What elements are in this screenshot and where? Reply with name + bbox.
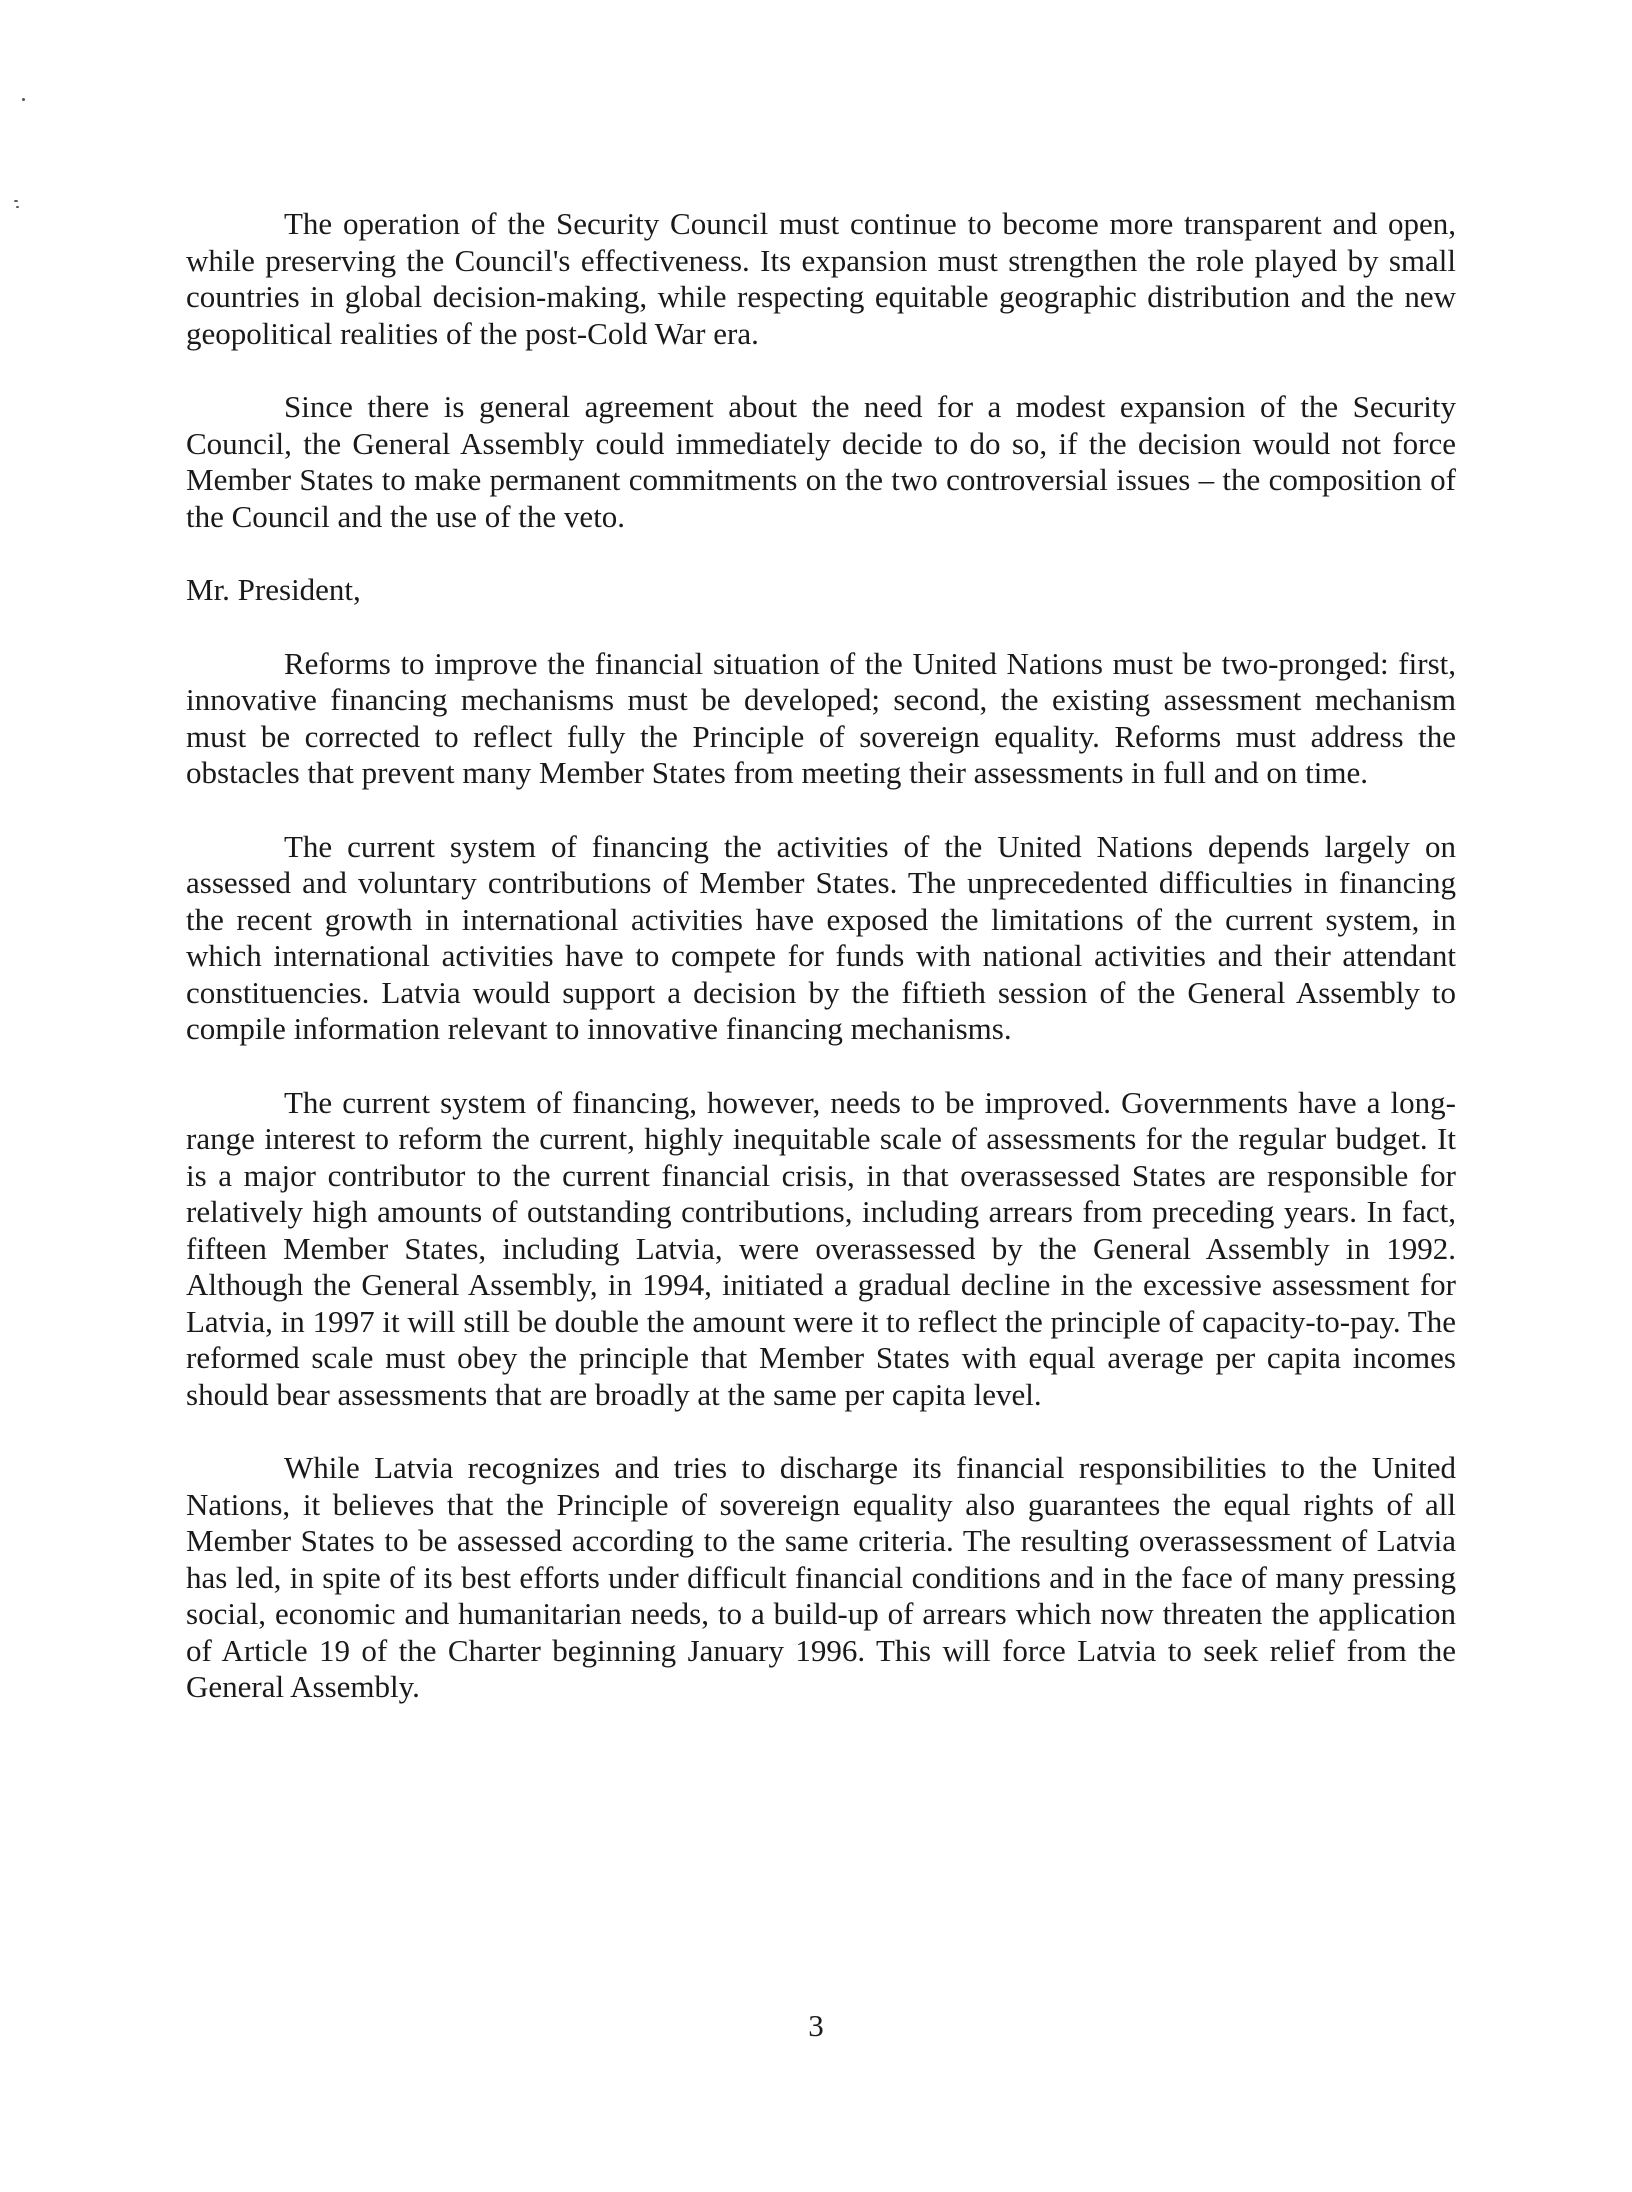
paragraph-security-council-transparency: The operation of the Security Council must continue to become more transparent and open, while preserving the Council's effectiveness. Its expansion must strengthen the role played by small countries in global decision-making, while respecting equitable geographic distribution and the new geopolitical realities of the post-Cold War era. xyxy=(186,206,1456,351)
document-body xyxy=(186,206,1456,1743)
paragraph-latvia-arrears: While Latvia recognizes and tries to discharge its financial responsibilities to the United Nations, it believes that the Principle of sovereign equality also guarantees the equal rights of all Member States to be assessed according to the same criteria. The resulting overassessment of Latvia has led, in spite of its best efforts under difficult financial conditions and in the face of many pressing social, economic and humanitarian needs, to a build-up of arrears which now threaten the application of Article 19 of the Charter beginning January 1996. This will force Latvia to seek relief from the General Assembly. xyxy=(186,1450,1456,1704)
paragraph-financial-reforms: Reforms to improve the financial situation of the United Nations must be two-pronged: first, innovative financing mechanisms must be developed; second, the existing assessment mechanism must be corrected to reflect fully the Principle of sovereign equality. Reforms must address the obstacles that prevent many Member States from meeting their assessments in full and on time. xyxy=(186,645,1456,790)
page-number: 3 xyxy=(808,2008,824,2043)
paragraph-scale-of-assessments: The current system of financing, however, needs to be improved. Governments have a long-range interest to reform the current, highly inequitable scale of assessments for the regular budget. It is a major contributor to the current financial crisis, in that overassessed States are responsible for relatively high amounts of outstanding contributions, including arrears from preceding years. In fact, fifteen Member States, including Latvia, were overassessed by the General Assembly in 1992. Although the General Assembly, in 1994, initiated a gradual decline in the excessive assessment for Latvia, in 1997 it will still be double the amount were it to reflect the principle of capacity-to-pay. The reformed scale must obey the principle that Member States with equal average per capita incomes should bear assessments that are broadly at the same per capita level. xyxy=(186,1084,1456,1412)
paragraph-current-financing-system: The current system of financing the activities of the United Nations depends largely on assessed and voluntary contributions of Member States. The unprecedented difficulties in financing the recent growth in international activities have exposed the limitations of the current system, in which international activities have to compete for funds with national activities and their attendant constituencies. Latvia would support a decision by the fiftieth session of the General Assembly to compile information relevant to innovative financing mechanisms. xyxy=(186,828,1456,1046)
scan-speck xyxy=(22,98,25,101)
scan-speck xyxy=(16,206,19,208)
scan-speck xyxy=(14,200,18,202)
salutation: Mr. President, xyxy=(186,572,361,607)
paragraph-security-council-expansion: Since there is general agreement about the need for a modest expansion of the Security Council, the General Assembly could immediately decide to do so, if the decision would not force Member States to make permanent commitments on the two controversial issues – the composition of the Council and the use of the veto. xyxy=(186,389,1456,534)
